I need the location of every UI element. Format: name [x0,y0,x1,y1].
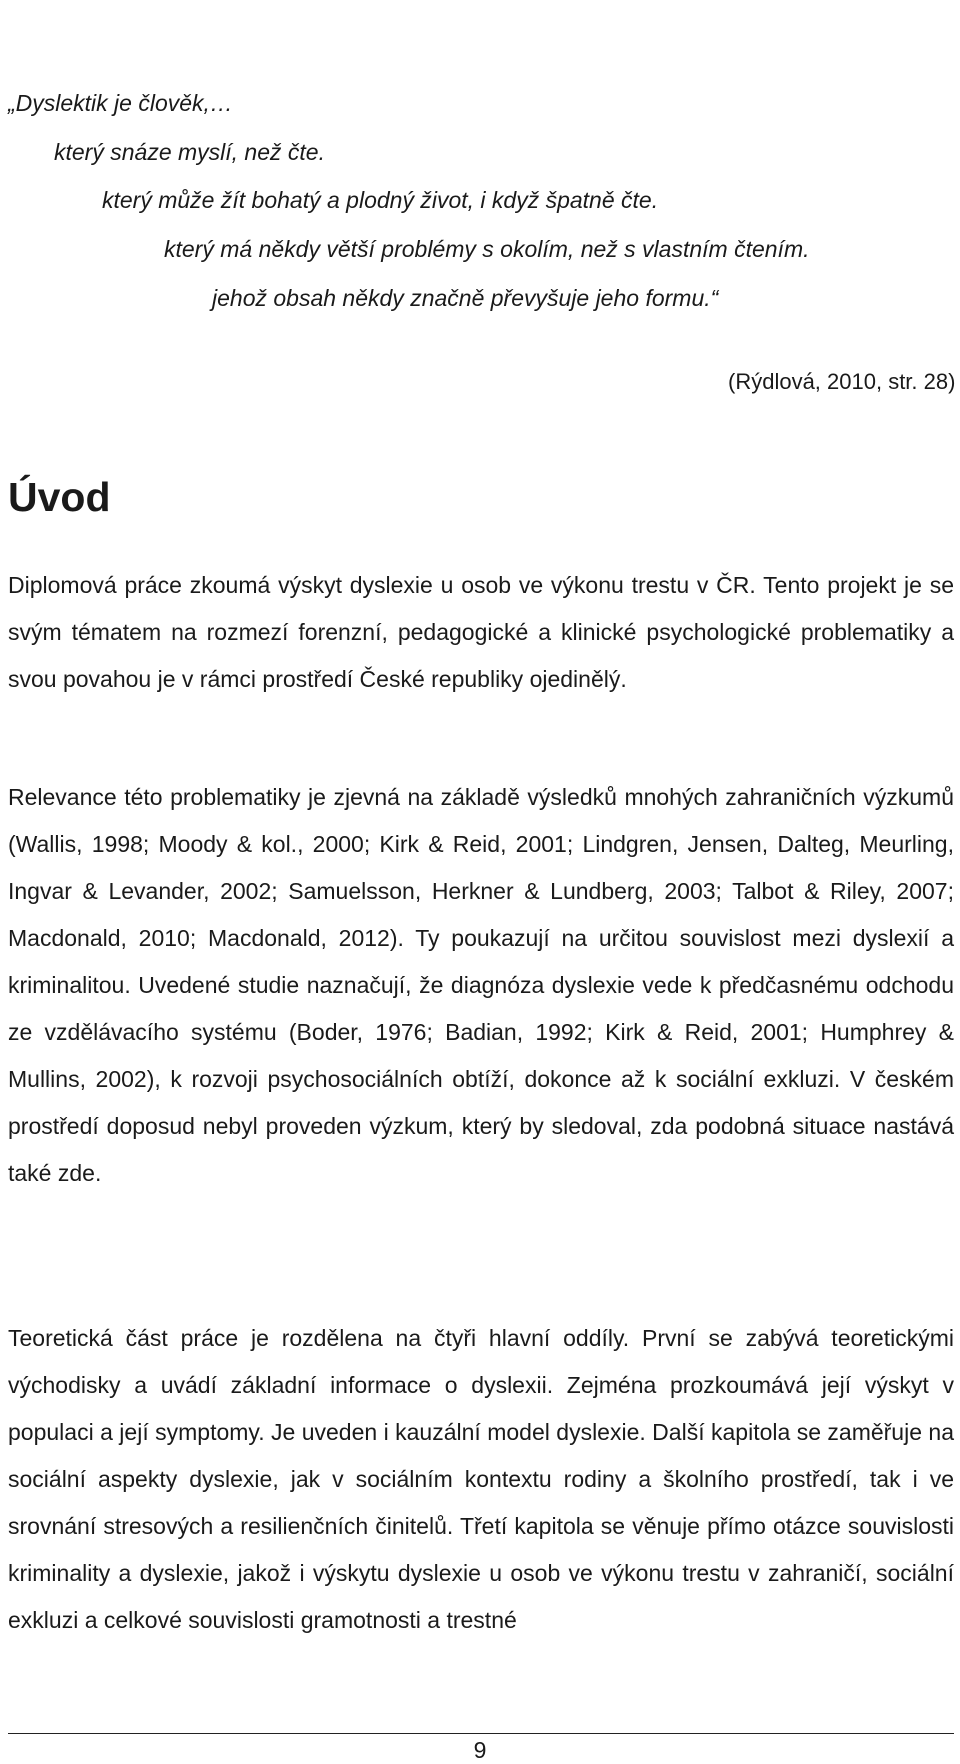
page-number: 9 [473,1737,487,1763]
motto-line-3: který může žít bohatý a plodný život, i když špatně čte. [102,187,659,213]
paragraph-3: Teoretická část práce je rozdělena na čtyři hlavní oddíly. První se zabývá teoretickými východisky a uvádí základní informace o dyslexii. Zejména prozkoumává její výskyt v populaci a její symptomy. Je uveden i kauzální model dyslexie. Další kapitola se zaměřuje na sociální aspekty dyslexie, jak v sociálním kontextu rodiny a školního prostředí, tak i ve srovnání stresových a resilienčních činitelů. Třetí kapitola se věnuje přímo otázce souvislosti kriminality a dyslexie, jakož i výskytu dyslexie u osob ve výkonu trestu v zahraničí, sociální exkluzi a celkové souvislosti gramotnosti a trestné [8,1325,954,1633]
motto-line-1: „Dyslektik je člověk,… [8,90,233,116]
footer-divider [8,1733,954,1734]
paragraph-1: Diplomová práce zkoumá výskyt dyslexie u osob ve výkonu trestu v ČR. Tento projekt je se svým tématem na rozmezí forenzní, pedagogické a klinické psychologické problematiky a svou povahou je v rámci prostředí České republiky ojedinělý. [8,572,954,692]
motto-line-4: který má někdy větší problémy s okolím, než s vlastním čtením. [164,236,810,262]
motto-line-5: jehož obsah někdy značně převyšuje jeho formu.“ [212,285,719,311]
motto-line-2: který snáze myslí, než čte. [54,139,325,165]
motto-citation: (Rýdlová, 2010, str. 28) [728,369,956,394]
paragraph-2: Relevance této problematiky je zjevná na základě výsledků mnohých zahraničních výzkumů (Wallis, 1998; Moody & kol., 2000; Kirk & Reid, 2001; Lindgren, Jensen, Dalteg, Meurling, Ingvar & Levander, 2002; Samuelsson, Herkner & Lundberg, 2003; Talbot & Riley, 2007; Macdonald, 2010; Macdonald, 2012). Ty poukazují na určitou souvislost mezi dyslexií a kriminalitou. Uvedené studie naznačují, že diagnóza dyslexie vede k předčasnému odchodu ze vzdělávacího systému (Boder, 1976; Badian, 1992; Kirk & Reid, 2001; Humphrey & Mullins, 2002), k rozvoji psychosociálních obtíží, dokonce až k sociální exkluzi. V českém prostředí doposud nebyl proveden výzkum, který by sledoval, zda podobná situace nastává také zde. [8,784,954,1186]
section-heading: Úvod [8,474,111,520]
